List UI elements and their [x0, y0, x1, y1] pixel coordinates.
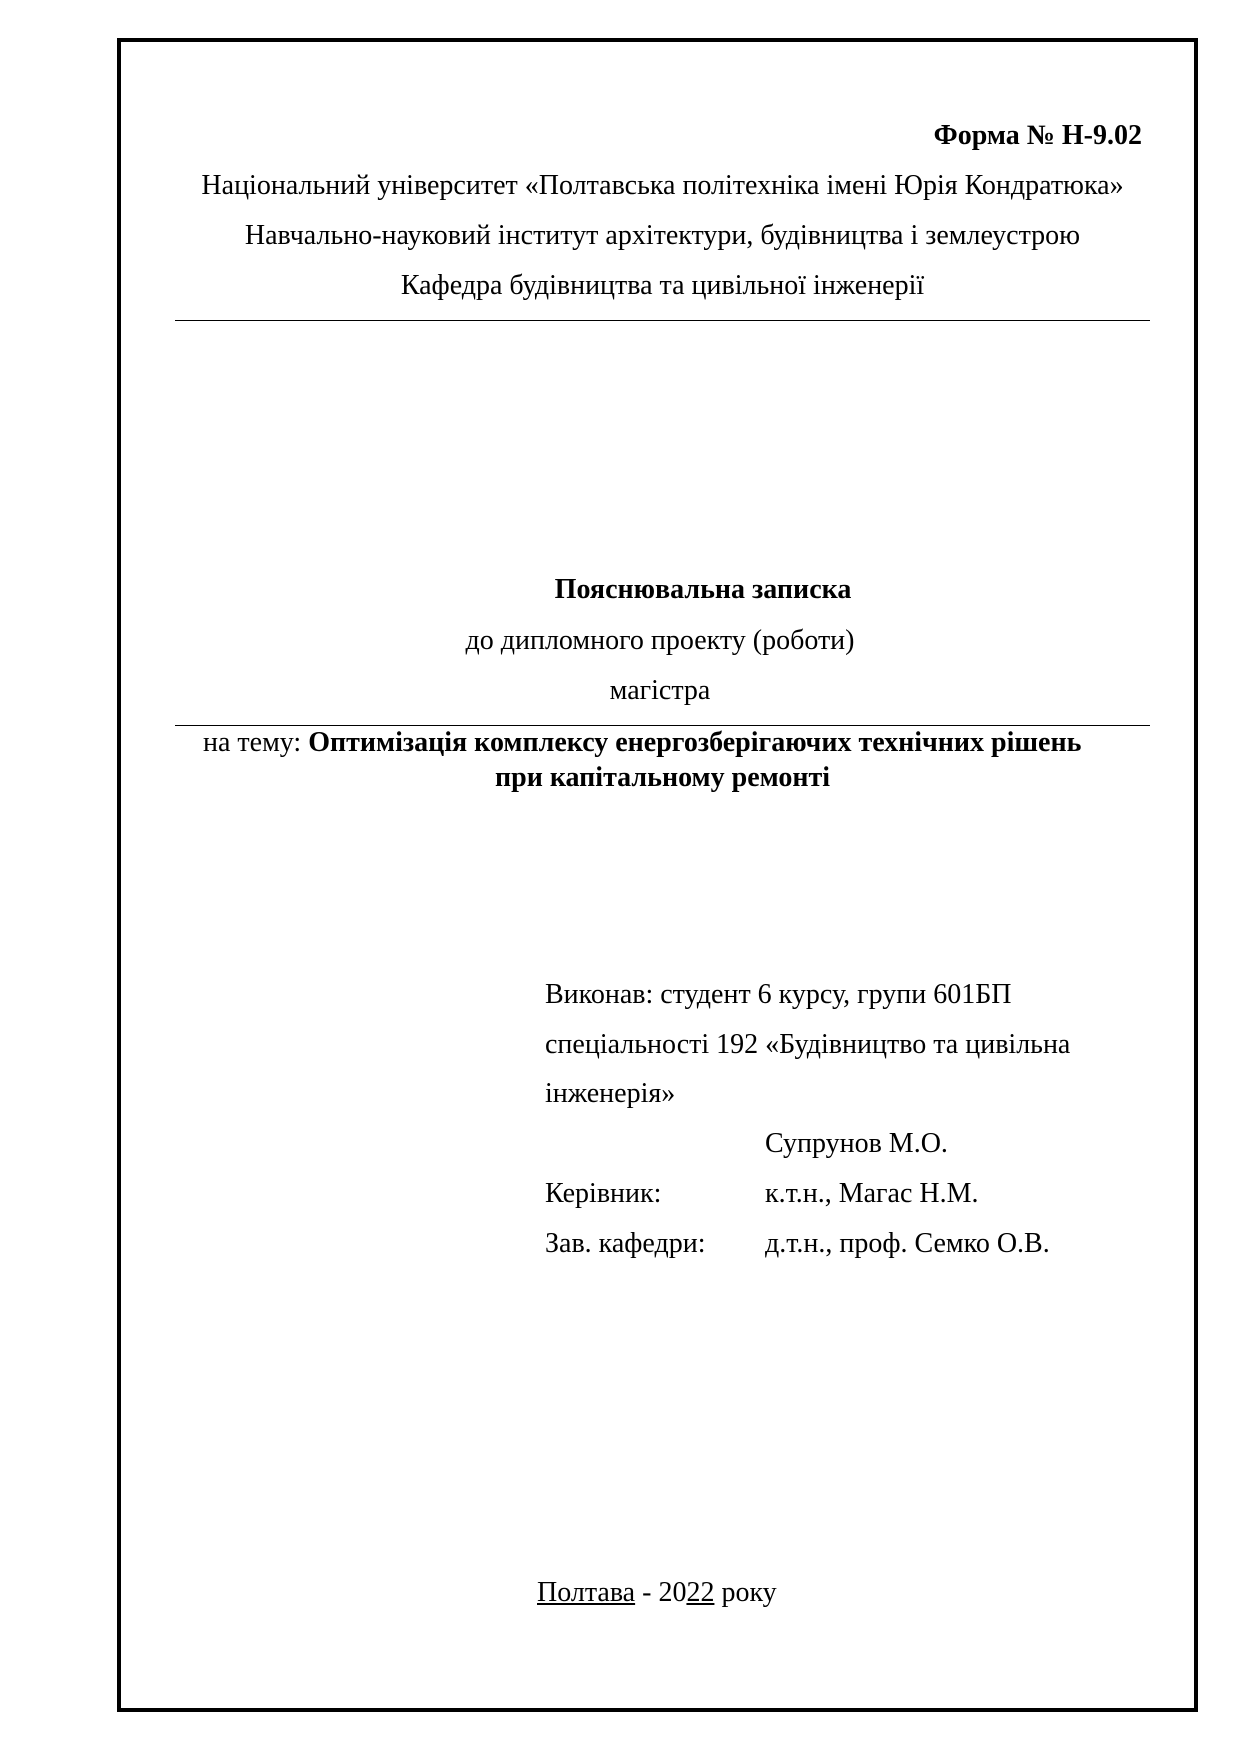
performer-line: Виконав: студент 6 курсу, групи 601БП: [545, 979, 1012, 1010]
institute-name: Навчально-науковий інститут архітектури, будівництва і землеустрою: [244, 220, 1081, 251]
student-name: Супрунов М.О.: [765, 1128, 948, 1159]
degree: магістра: [609, 675, 711, 706]
year-suffix: 22: [686, 1577, 715, 1608]
year-word: року: [714, 1577, 777, 1608]
year-prefix: 20: [658, 1577, 687, 1608]
topic-title-part-2: при капітальному ремонті: [495, 762, 830, 793]
document-subtitle: до дипломного проекту (роботи): [465, 625, 855, 656]
head-of-department-name: д.т.н., проф. Семко О.В.: [765, 1228, 1050, 1259]
topic-prefix: на тему:: [203, 727, 309, 758]
university-name: Національний університет «Полтавська політехніка імені Юрія Кондратюка»: [201, 170, 1124, 201]
document-type: Пояснювальна записка: [554, 574, 852, 605]
department-name: Кафедра будівництва та цивільної інженерії: [400, 270, 925, 301]
city: Полтава: [537, 1577, 636, 1608]
topic-line-1: [203, 726, 1081, 760]
specialty-line-1: спеціальності 192 «Будівництво та цивільна: [545, 1029, 1071, 1060]
city-year: [537, 1576, 777, 1610]
specialty-line-2: інженерія»: [545, 1078, 676, 1109]
supervisor-label: Керівник:: [545, 1178, 662, 1209]
head-of-department-label: Зав. кафедри:: [545, 1228, 706, 1259]
separator: -: [635, 1577, 659, 1608]
header-divider: [175, 320, 1150, 321]
supervisor-name: к.т.н., Магас Н.М.: [765, 1178, 979, 1209]
topic-title-part-1: Оптимізація комплексу енергозберігаючих технічних рішень: [308, 727, 1082, 758]
form-number: Форма № Н-9.02: [933, 120, 1142, 151]
